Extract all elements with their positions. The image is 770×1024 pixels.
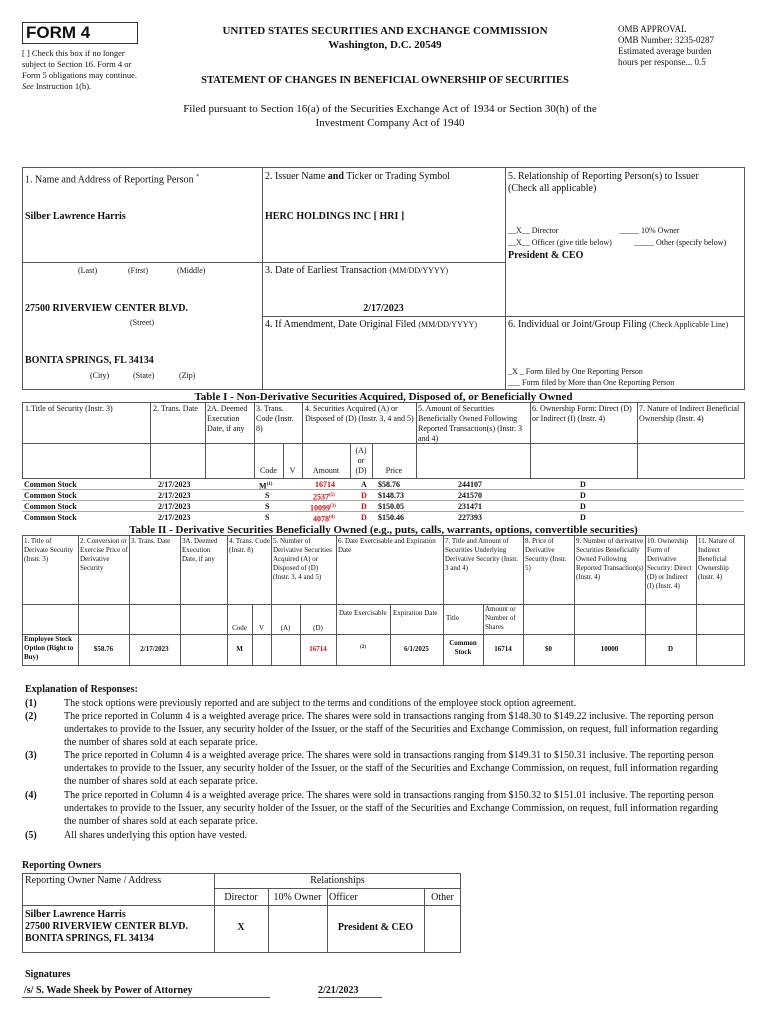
t1-security: Common Stock <box>24 491 77 500</box>
omb-box <box>618 24 748 68</box>
t2-code: M <box>236 645 243 653</box>
t1-price: $148.73 <box>378 491 404 500</box>
officer-checkbox: __X__ Officer (give title below) <box>508 238 612 247</box>
t1-amount: 16714 <box>315 480 335 489</box>
box5-label <box>508 171 738 195</box>
t2-h3a: 3A. Deemed Execution Date, if any <box>182 537 218 563</box>
signatures-heading: Signatures <box>25 969 71 980</box>
t2-h4: 4. Trans. Code (Instr. 8) <box>229 537 270 554</box>
t2-h8: 8. Price of Derivative Security (Instr. 5) <box>525 537 567 572</box>
t1-ad: D <box>361 491 367 500</box>
owner-street: 27500 RIVERVIEW CENTER BLVD. <box>25 921 189 932</box>
t1-price: $150.46 <box>378 513 404 522</box>
t1-sub-price: Price <box>385 466 403 475</box>
t2-sub-d: (D) <box>313 624 323 632</box>
director-checkbox: __X__ Director <box>508 226 559 235</box>
t2-sub-title: Title <box>446 614 459 622</box>
t1-sub-amount: Amount <box>312 466 340 475</box>
t2-sub-amount: Amount or Number of Shares <box>485 605 516 631</box>
issuer-name: HERC HOLDINGS INC [ HRI ] <box>265 211 405 222</box>
owners-col-director: Director <box>224 892 258 903</box>
table1-row <box>22 490 744 501</box>
t1-owned: 244107 <box>458 480 482 489</box>
t1-code: S <box>265 513 270 522</box>
t2-h3: 3. Trans. Date <box>131 537 171 545</box>
t2-h7: 7. Title and Amount of Securities Underlying Derivative Security (Instr. 3 and 4) <box>445 537 518 572</box>
t1-form: D <box>580 513 586 522</box>
t1-date: 2/17/2023 <box>158 513 191 522</box>
label-city: (City) <box>90 371 110 380</box>
t2-h2: 2. Conversion or Exercise Price of Derivative Security <box>80 537 128 572</box>
owner-director-mark: X <box>237 922 245 933</box>
box5-sub: (Check all applicable) <box>508 183 597 194</box>
table2-title: Table II - Derivative Securities Beneficially Owned (e.g., puts, calls, warrants, options, convertible securities) <box>129 524 638 536</box>
owners-col-ten: 10% Owner <box>273 892 322 903</box>
t1-code: S <box>265 491 270 500</box>
signature-name: /s/ S. Wade Sheek by Power of Attorney <box>22 985 270 998</box>
owners-col-name: Reporting Owner Name / Address <box>25 875 162 886</box>
t1-h1: 1.Title of Security (Instr. 3) <box>25 404 113 413</box>
t2-owned: 10000 <box>600 645 619 653</box>
t1-ad: D <box>361 502 367 511</box>
t1-security: Common Stock <box>24 502 77 511</box>
t1-h3: 3. Trans. Code (Instr. 8) <box>256 404 294 433</box>
other-checkbox: _____ Other (specify below) <box>634 238 727 247</box>
t1-date: 2/17/2023 <box>158 502 191 511</box>
t1-form: D <box>580 480 586 489</box>
t1-security: Common Stock <box>24 480 77 489</box>
earliest-transaction-date: 2/17/2023 <box>363 303 404 314</box>
box5-title: 5. Relationship of Reporting Person(s) to Issuer <box>508 171 699 182</box>
explanation-heading: Explanation of Responses: <box>25 684 138 695</box>
t1-sub-ad: (A) or (D) <box>355 446 367 475</box>
t2-sub-code: Code <box>232 624 247 632</box>
table1-row <box>22 479 744 490</box>
t2-price: $0 <box>545 645 552 653</box>
label-first: (First) <box>128 266 148 275</box>
label-state: (State) <box>133 371 155 380</box>
form-title: FORM 4 <box>22 22 138 44</box>
explanation-item: (1) The stock options were previously reported and are subject to the terms and conditions of the employee stock option agreement. <box>25 698 577 709</box>
box1-label: 1. Name and Address of Reporting Person * <box>25 174 200 186</box>
t2-shares: 16714 <box>494 645 512 653</box>
t2-h9: 9. Number of derivative Securities Beneficially Owned Following Reported Transaction(s) (Instr. 4) <box>576 537 644 581</box>
filed-pursuant-line2: Investment Company Act of 1940 <box>315 117 465 129</box>
table1-row <box>22 501 744 512</box>
t1-date: 2/17/2023 <box>158 491 191 500</box>
t2-security: Employee Stock Option (Right to Buy) <box>24 635 74 661</box>
t2-conv-price: $58.76 <box>93 645 114 653</box>
t2-form: D <box>667 645 674 653</box>
t1-owned: 231471 <box>458 502 482 511</box>
explanation-item: (5) All shares underlying this option have vested. <box>25 830 248 841</box>
box3-label: 3. Date of Earliest Transaction (MM/DD/YYYY) <box>265 265 449 276</box>
t1-code: S <box>265 502 270 511</box>
agency-city: Washington, D.C. 20549 <box>328 39 442 51</box>
t2-sub-expiration: Expiration Date <box>393 609 438 617</box>
filed-pursuant <box>110 102 670 130</box>
statement-title: STATEMENT OF CHANGES IN BENEFICIAL OWNERSHIP OF SECURITIES <box>201 75 569 86</box>
reporting-city-state-zip: BONITA SPRINGS, FL 34134 <box>25 355 154 366</box>
t2-h11: 11. Nature of Indirect Beneficial Ownership (Instr. 4) <box>698 537 735 581</box>
t1-sub-code: Code <box>260 466 277 475</box>
t1-security: Common Stock <box>24 513 77 522</box>
t1-h2: 2. Trans. Date <box>153 404 198 413</box>
t1-price: $58.76 <box>378 480 400 489</box>
ten-percent-checkbox: _____ 10% Owner <box>619 226 680 235</box>
owner-address <box>25 909 188 945</box>
t2-h5: 5. Number of Derivative Securities Acquired (A) or Disposed of (D) (Instr. 3, 4 and 5) <box>273 537 332 581</box>
box2-label: 2. Issuer Name and Ticker or Trading Symbol <box>265 171 451 182</box>
t1-sub-v: V <box>289 466 296 475</box>
t1-h7: 7. Nature of Indirect Beneficial Ownership (Instr. 4) <box>639 404 740 423</box>
t1-code: $M^{(1)}$ <box>259 481 273 491</box>
omb-burden: Estimated average burden <box>618 46 712 56</box>
t2-sub-a: (A) <box>280 624 291 632</box>
box6-label: 6. Individual or Joint/Group Filing (Check Applicable Line) <box>508 319 729 330</box>
owner-city: BONITA SPRINGS, FL 34134 <box>25 933 154 944</box>
filing-more-persons: ___ Form filed by More than One Reporting Person <box>508 378 675 387</box>
checkbox-note: [ ] Check this box if no longer subject to Section 16. Form 4 or Form 5 obligations may continue. See Instruction 1(b). <box>22 48 137 91</box>
owners-heading: Reporting Owners <box>22 860 102 871</box>
agency-name: UNITED STATES SECURITIES AND EXCHANGE COMMISSION <box>222 25 548 37</box>
t1-form: D <box>580 502 586 511</box>
omb-approval: OMB APPROVAL <box>618 24 687 34</box>
officer-title: President & CEO <box>508 250 584 261</box>
box4-label: 4. If Amendment, Date Original Filed (MM/DD/YYYY) <box>265 319 477 330</box>
owners-col-rel: Relationships <box>310 875 365 886</box>
t2-h1: 1. Title of Derivate Security (Instr. 3) <box>24 537 74 563</box>
label-zip: (Zip) <box>179 371 196 380</box>
reporting-person-name: Silber Lawrence Harris <box>25 211 126 222</box>
t2-sub-v: V <box>258 624 265 632</box>
t2-h6: 6. Date Exercisable and Expiration Date <box>338 537 436 554</box>
t1-ad: A <box>361 480 367 489</box>
label-street: (Street) <box>130 318 154 327</box>
owners-col-other: Other <box>431 892 454 903</box>
owners-col-officer: Officer <box>329 892 358 903</box>
label-middle: (Middle) <box>177 266 206 275</box>
label-last: (Last) <box>78 266 98 275</box>
t1-owned: 241570 <box>458 491 482 500</box>
owner-name: Silber Lawrence Harris <box>25 909 126 920</box>
t2-h10: 10. Ownership Form of Derivative Security: Direct (D) or Indirect (I) (Instr. 4) <box>647 537 692 590</box>
table1-row <box>22 512 744 523</box>
filed-pursuant-line1: Filed pursuant to Section 16(a) of the Securities Exchange Act of 1934 or Section 30(h) of the <box>183 103 597 115</box>
omb-hours: hours per response... 0.5 <box>618 57 706 67</box>
t1-h5: 5. Amount of Securities Beneficially Owned Following Reported Transaction(s) (Instr. 3 and 4) <box>418 404 522 443</box>
t1-ad: D <box>361 513 367 522</box>
explanation-item: (4) The price reported in Column 4 is a weighted average price. The shares were sold in transactions ranging from $150.32 to $151.01 inclusive. The reporting person undertakes to provide to the Issuer, any security holder of the Issuer, or the staff of the Securities and Exchange Commission, on request, full information regarding the number of shares sold at each separate price. <box>25 790 719 827</box>
t1-price: $150.05 <box>378 502 404 511</box>
t1-date: 2/17/2023 <box>158 480 191 489</box>
t1-h6: 6. Ownership Form: Direct (D) or Indirect (I) (Instr. 4) <box>532 404 632 423</box>
t1-owned: 227393 <box>458 513 482 522</box>
t2-date: 2/17/2023 <box>140 645 169 653</box>
t1-h4: 4. Securities Acquired (A) or Disposed of (D) (Instr. 3, 4 and 5) <box>305 404 414 423</box>
t1-amount: 4078$^{(4)}$ <box>313 514 335 524</box>
reporting-street: 27500 RIVERVIEW CENTER BLVD. <box>25 303 189 314</box>
t2-expiration: 6/1/2025 <box>404 645 429 653</box>
owner-officer-title: President & CEO <box>337 922 414 933</box>
t1-amount: 2537$^{(5)}$ <box>313 492 335 502</box>
signature-date: 2/21/2023 <box>318 985 382 998</box>
t2-title: Common Stock <box>449 639 477 656</box>
explanation-item: (2) The price reported in Column 4 is a weighted average price. The shares were sold in transactions ranging from $148.30 to $149.22 inclusive. The reporting person undertakes to provide to the Issuer, any security holder of the Issuer, or the staff of the Securities and Exchange Commission, on request, full information regarding the number of shares sold at each separate price. <box>25 711 719 748</box>
explanation-item: (3) The price reported in Column 4 is a weighted average price. The shares were sold in transactions ranging from $149.31 to $150.31 inclusive. The reporting person undertakes to provide to the Issuer, any security holder of the Issuer, or the staff of the Securities and Exchange Commission, on request, full information regarding the number of shares sold at each separate price. <box>25 750 719 787</box>
t1-amount: 10099$^{(3)}$ <box>310 503 336 513</box>
omb-number: OMB Number: 3235-0287 <box>618 35 714 45</box>
t2-exercisable: (2) <box>360 645 366 650</box>
filing-one-person: _X _ Form filed by One Reporting Person <box>508 367 643 376</box>
t1-h2a: 2A. Deemed Execution Date, if any <box>207 404 248 433</box>
t1-form: D <box>580 491 586 500</box>
table1-title: Table I - Non-Derivative Securities Acquired, Disposed of, or Beneficially Owned <box>194 391 573 403</box>
t2-disposed: 16714 <box>309 645 327 653</box>
t2-sub-exercisable: Date Exercisable <box>339 609 387 617</box>
